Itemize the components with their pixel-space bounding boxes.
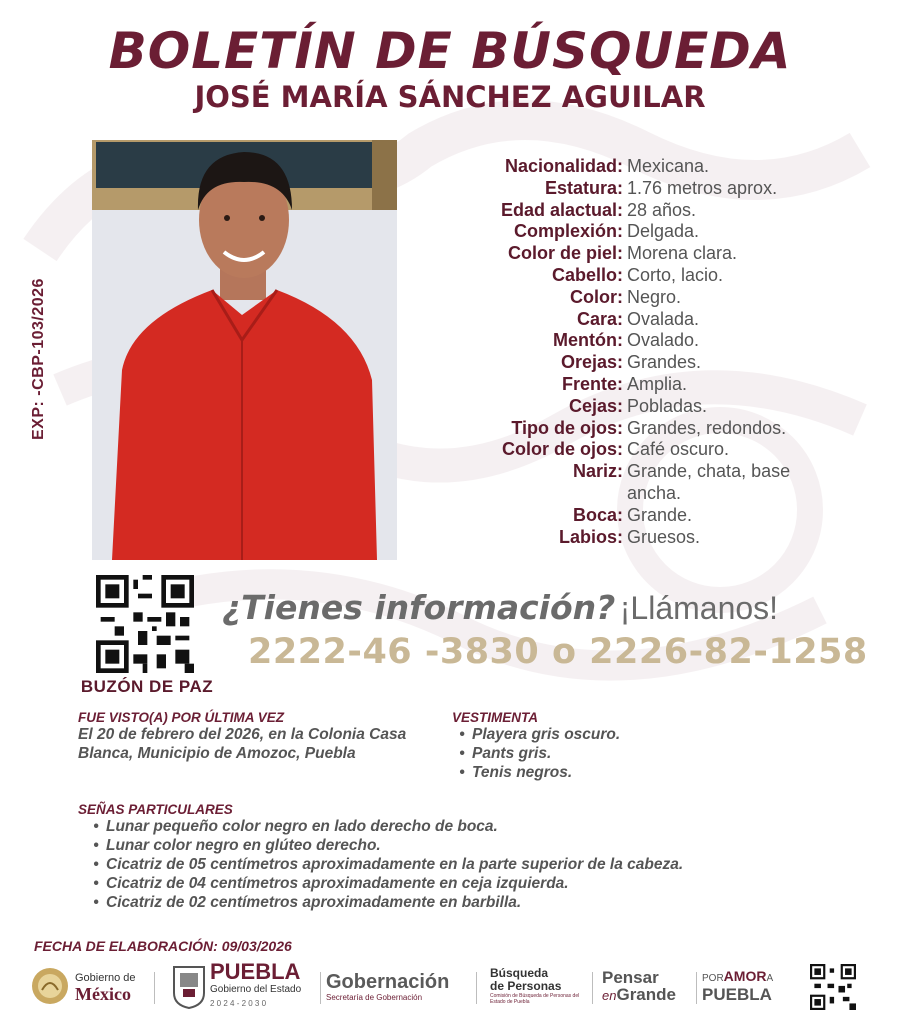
detail-label: Cabello: xyxy=(551,264,623,285)
detail-label: Tipo de ojos: xyxy=(511,417,623,438)
eagle-seal-icon xyxy=(30,966,70,1006)
buzon-de-paz-label: BUZÓN DE PAZ xyxy=(80,677,214,696)
distinguishing-marks-section xyxy=(78,802,858,912)
detail-row xyxy=(420,243,880,265)
puebla-text: PUEBLA xyxy=(210,959,301,984)
detail-value: Café oscuro. xyxy=(627,439,730,460)
puebla-shield-icon xyxy=(172,963,206,1009)
detail-row xyxy=(420,527,880,549)
detail-row xyxy=(420,505,880,527)
detail-label: Orejas: xyxy=(560,352,623,373)
detail-value: Negro. xyxy=(627,286,682,307)
detail-row xyxy=(420,396,880,418)
pensar-text: Pensar xyxy=(602,967,659,987)
detail-row xyxy=(420,352,880,374)
gobierno-mexico-logo xyxy=(30,958,148,1014)
divider xyxy=(320,972,321,1004)
en-text: en xyxy=(602,987,617,1003)
por-text: POR xyxy=(702,972,724,984)
detail-label: Nariz: xyxy=(572,461,623,482)
detail-row xyxy=(420,287,880,309)
detail-label: Nacionalidad: xyxy=(504,156,623,176)
detail-label: Edad alactual: xyxy=(500,199,623,220)
creation-date-value: 09/03/2026 xyxy=(221,938,292,954)
list-item: • Pants gris. xyxy=(459,745,552,762)
bulletin-title: BOLETÍN DE BÚSQUEDA xyxy=(108,22,792,80)
pensar-en-grande-logo xyxy=(602,958,692,1014)
marks-heading: SEÑAS PARTICULARES xyxy=(78,802,233,817)
detail-label: Complexión: xyxy=(513,221,623,242)
detail-row xyxy=(420,156,880,178)
detail-label: Boca: xyxy=(572,504,623,525)
detail-value: Gruesos. xyxy=(627,526,701,547)
call-to-action xyxy=(222,588,882,627)
last-seen-section xyxy=(78,710,418,763)
detail-row xyxy=(420,221,880,243)
gobernacion-subtitle: Secretaría de Gobernación xyxy=(326,992,423,1002)
detail-row xyxy=(420,439,880,461)
missing-person-photo xyxy=(92,140,397,560)
detail-label: Color de piel: xyxy=(507,243,623,264)
detail-row xyxy=(420,418,880,440)
detail-value: Delgada. xyxy=(627,221,700,242)
amor-text: AMOR xyxy=(723,967,767,984)
busqueda-subtitle: Comisión de Búsqueda de Personas del Estado de Puebla xyxy=(490,993,580,1005)
a-text: A xyxy=(766,972,774,984)
detail-label: Estatura: xyxy=(544,177,623,198)
busqueda-text: Búsqueda xyxy=(490,966,549,980)
list-item: • Playera gris oscuro. xyxy=(459,726,621,743)
list-item: • Lunar pequeño color negro en lado derecho de boca. xyxy=(93,818,498,835)
detail-value: Grandes. xyxy=(627,352,702,373)
creation-date xyxy=(34,938,292,954)
missing-person-name: JOSÉ MARÍA SÁNCHEZ AGUILAR xyxy=(194,80,706,114)
puebla-subtitle: Gobierno del Estado xyxy=(210,984,302,995)
divider xyxy=(592,972,593,1004)
puebla-footer-text: PUEBLA xyxy=(702,984,772,1004)
footer-qr-code[interactable] xyxy=(810,964,856,1010)
detail-row xyxy=(420,178,880,200)
detail-value: Mexicana. xyxy=(627,156,710,176)
detail-value: Ovalada. xyxy=(627,308,700,329)
puebla-gobierno-logo xyxy=(172,958,312,1014)
detail-label: Frente: xyxy=(561,373,623,394)
call-text: ¡Llámanos! xyxy=(619,590,779,626)
phone-numbers[interactable]: 2222-46 -3830 o 2226-82-1258 xyxy=(248,632,868,672)
gobierno-de-text: Gobierno de xyxy=(75,972,136,984)
detail-value: Pobladas. xyxy=(627,395,708,416)
detail-value: Grandes, redondos. xyxy=(627,417,787,438)
list-item: • Cicatriz de 04 centímetros aproximadamente en ceja izquierda. xyxy=(93,875,569,892)
mexico-text: México xyxy=(75,984,131,1004)
detail-value: Corto, lacio. xyxy=(627,264,724,285)
de-personas-text: de Personas xyxy=(490,979,562,993)
detail-value: Grande, chata, base ancha. xyxy=(627,461,791,503)
detail-label: Color de ojos: xyxy=(502,439,623,460)
detail-value: Grande. xyxy=(627,504,693,525)
detail-label: Labios: xyxy=(558,526,623,547)
buzon-de-paz-qr-code[interactable] xyxy=(96,575,194,673)
detail-row xyxy=(420,330,880,352)
detail-label: Color: xyxy=(570,286,623,307)
puebla-years: 2 0 2 4 - 2 0 3 0 xyxy=(210,999,267,1008)
detail-row xyxy=(420,309,880,331)
detail-label: Cejas: xyxy=(568,395,623,416)
detail-row xyxy=(420,265,880,287)
list-item: • Tenis negros. xyxy=(459,764,573,781)
grande-text: Grande xyxy=(616,984,676,1004)
detail-row xyxy=(420,200,880,222)
case-number: EXP: -CBP-103/2026 xyxy=(30,278,47,440)
last-seen-text: El 20 de febrero del 2026, en la Colonia Casa Blanca, Municipio de Amozoc, Puebla xyxy=(78,726,407,762)
detail-row xyxy=(420,374,880,396)
gobernacion-logo xyxy=(326,958,466,1014)
divider xyxy=(476,972,477,1004)
detail-value: 28 años. xyxy=(627,199,697,220)
physical-description xyxy=(420,156,880,548)
question-text: ¿Tienes información? xyxy=(222,588,616,627)
clothing-heading: VESTIMENTA xyxy=(452,710,539,725)
list-item: • Lunar color negro en glúteo derecho. xyxy=(93,837,381,854)
gobernacion-text: Gobernación xyxy=(326,970,450,993)
footer-logos xyxy=(30,958,870,1014)
clothing-section xyxy=(452,710,812,782)
detail-label: Cara: xyxy=(576,308,623,329)
por-amor-a-puebla-logo xyxy=(702,958,792,1014)
detail-label: Mentón: xyxy=(553,330,623,351)
detail-value: 1.76 metros aprox. xyxy=(627,177,778,198)
divider xyxy=(154,972,155,1004)
detail-row xyxy=(420,461,880,505)
creation-date-label: FECHA DE ELABORACIÓN: xyxy=(34,938,218,954)
detail-value: Ovalado. xyxy=(627,330,700,351)
detail-value: Morena clara. xyxy=(627,243,738,264)
list-item: • Cicatriz de 02 centímetros aproximadamente en barbilla. xyxy=(93,894,522,911)
last-seen-heading: FUE VISTO(A) POR ÚLTIMA VEZ xyxy=(78,710,285,725)
divider xyxy=(696,972,697,1004)
busqueda-personas-logo xyxy=(490,958,586,1014)
list-item: • Cicatriz de 05 centímetros aproximadamente en la parte superior de la cabeza. xyxy=(93,856,684,873)
detail-value: Amplia. xyxy=(627,373,688,394)
